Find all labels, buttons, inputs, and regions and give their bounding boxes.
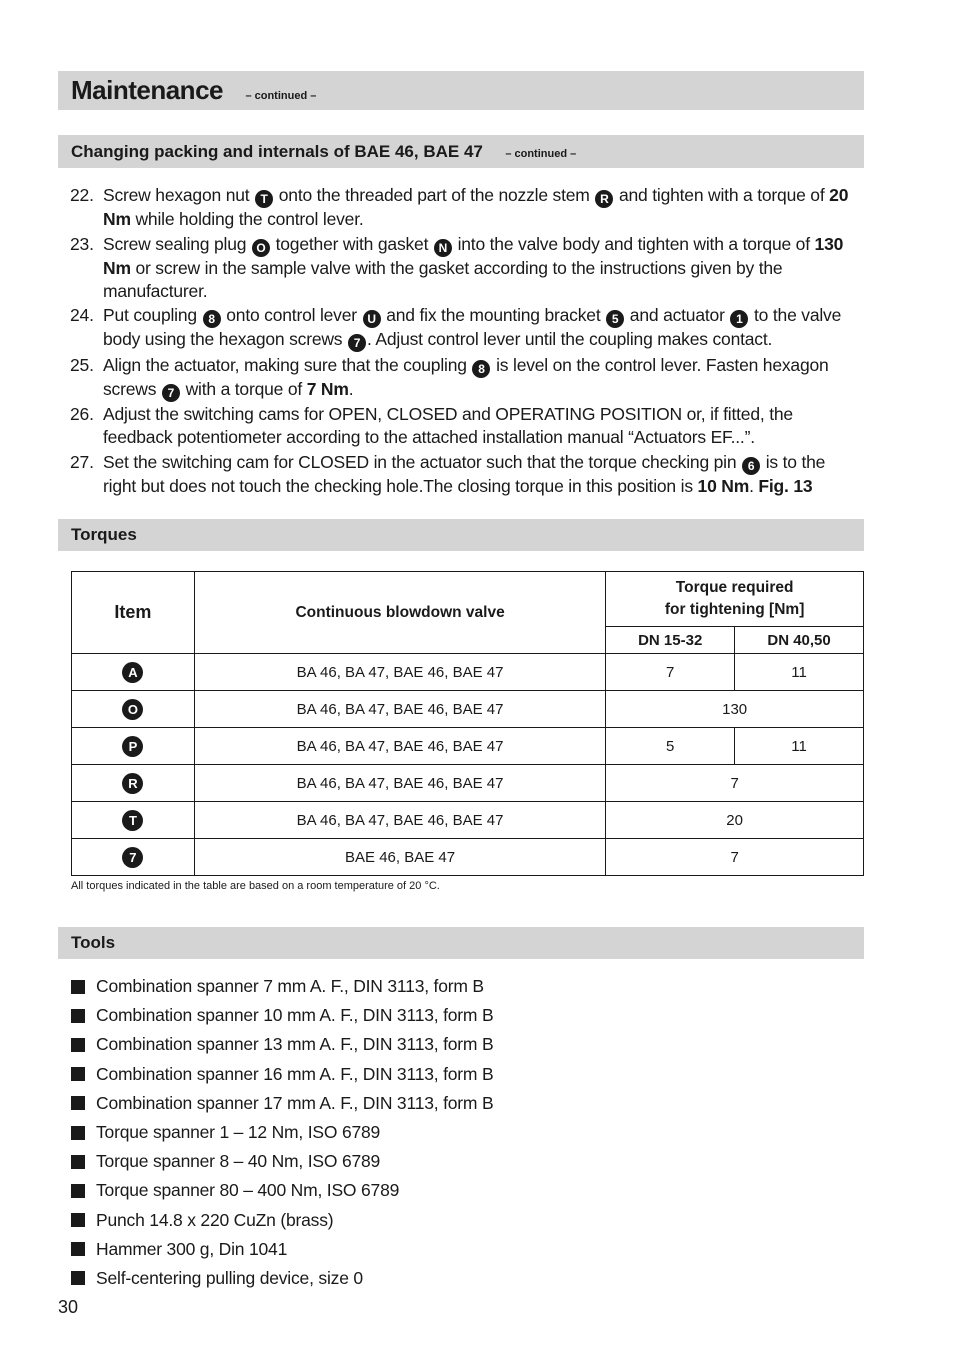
col-header-torque: [606, 572, 864, 627]
page-header-bar: [58, 71, 864, 110]
tool-item: [71, 1206, 493, 1235]
step-item: [70, 403, 860, 449]
tool-item: [71, 1264, 493, 1293]
square-bullet-icon: [71, 980, 85, 994]
valve-cell: BA 46, BA 47, BAE 46, BAE 47: [194, 728, 605, 765]
callout-r-icon: R: [122, 773, 143, 794]
tool-label: Torque spanner 80 – 400 Nm, ISO 6789: [96, 1180, 400, 1201]
tool-item: [71, 1030, 493, 1059]
callout-6-icon: 6: [742, 457, 760, 475]
step-text-run: onto control lever: [221, 305, 362, 325]
step-item: [70, 451, 860, 498]
tool-label: Punch 14.8 x 220 CuZn (brass): [96, 1209, 334, 1230]
square-bullet-icon: [71, 1184, 85, 1198]
tool-item: [71, 1060, 493, 1089]
item-cell: [72, 728, 195, 765]
step-text-run: . Adjust control lever until the coupling makes contact.: [367, 329, 773, 349]
callout-5-icon: 5: [606, 310, 624, 328]
step-text: [103, 451, 860, 498]
callout-p-icon: P: [122, 736, 143, 757]
section-title-tools: Tools: [71, 933, 116, 952]
table-row: [72, 654, 864, 691]
step-bold-value: 10 Nm: [697, 475, 750, 496]
page-title-continued: – continued –: [245, 90, 317, 102]
section-header-tools: [58, 927, 864, 959]
step-bold-value: 7 Nm: [306, 378, 349, 399]
torque-table-body: [72, 654, 864, 876]
step-text-run: and fix the mounting bracket: [381, 305, 606, 325]
torque-cell-dn1: 5: [606, 728, 735, 765]
step-number: 22.: [70, 185, 94, 205]
callout-7-icon: 7: [348, 334, 366, 352]
step-number: 26.: [70, 404, 94, 424]
step-text: [103, 354, 860, 402]
col-header-torque-line2: for tightening [Nm]: [664, 601, 805, 618]
tool-label: Self-centering pulling device, size 0: [96, 1267, 363, 1288]
callout-7-icon: 7: [122, 847, 143, 868]
col-header-dn2: DN 40,50: [735, 627, 864, 654]
callout-u-icon: U: [363, 310, 381, 328]
torque-cell-all: 7: [606, 839, 864, 876]
square-bullet-icon: [71, 1271, 85, 1285]
callout-t-icon: T: [122, 810, 143, 831]
step-item: [70, 354, 860, 402]
col-header-dn1: DN 15-32: [606, 627, 735, 654]
tool-item: [71, 1118, 493, 1147]
tool-label: Combination spanner 7 mm A. F., DIN 3113, form B: [96, 976, 484, 996]
section-header-packing: [58, 135, 864, 168]
step-text-run: together with gasket: [270, 233, 433, 254]
section-title-torques: Torques: [71, 525, 137, 544]
step-text-run: Screw sealing plug: [103, 233, 251, 254]
step-text-run: into the valve body and tighten with a torque of: [452, 233, 815, 254]
step-text: [103, 184, 860, 231]
tool-item: [71, 1176, 493, 1205]
col-header-torque-line1: Torque required: [675, 579, 794, 596]
item-cell: [72, 654, 195, 691]
step-number: 24.: [70, 305, 94, 325]
callout-8-icon: 8: [203, 310, 221, 328]
step-text-run: or screw in the sample valve with the gasket according to the instructions given by the manufacturer.: [103, 257, 783, 301]
square-bullet-icon: [71, 1009, 85, 1023]
tool-item: [71, 1001, 493, 1030]
step-text: [103, 233, 860, 303]
square-bullet-icon: [71, 1126, 85, 1140]
tool-label: Combination spanner 17 mm A. F., DIN 3113, form B: [96, 1092, 494, 1113]
tool-item: [71, 1235, 493, 1264]
callout-t-icon: T: [255, 190, 273, 208]
valve-cell: BAE 46, BAE 47: [194, 839, 605, 876]
step-number: 27.: [70, 451, 94, 472]
step-text-run: Screw hexagon nut: [103, 185, 255, 205]
square-bullet-icon: [71, 1096, 85, 1110]
step-item: [70, 233, 860, 303]
step-text-run: to the valve body using the hexagon screws: [103, 305, 842, 349]
section-header-torques: [58, 519, 864, 551]
step-text-run: is to the right but does not touch the checking hole.The closing torque in this position is: [103, 451, 826, 496]
step-text: [103, 403, 860, 449]
tool-label: Hammer 300 g, Din 1041: [96, 1238, 288, 1259]
valve-cell: BA 46, BA 47, BAE 46, BAE 47: [194, 691, 605, 728]
step-item: [70, 184, 860, 231]
torque-cell-all: 7: [606, 765, 864, 802]
item-cell: [72, 802, 195, 839]
torque-cell-dn2: 11: [735, 654, 864, 691]
item-cell: [72, 691, 195, 728]
page-number: 30: [58, 1297, 79, 1317]
page-title: Maintenance: [71, 75, 223, 105]
table-row: [72, 765, 864, 802]
tool-label: Torque spanner 1 – 12 Nm, ISO 6789: [96, 1121, 381, 1142]
step-text-run: while holding the control lever.: [130, 209, 364, 229]
item-cell: [72, 839, 195, 876]
step-bold-value: Fig. 13: [758, 475, 813, 496]
callout-r-icon: R: [595, 190, 613, 208]
torque-cell-dn1: 7: [606, 654, 735, 691]
step-text-run: Align the actuator, making sure that the coupling: [103, 354, 472, 375]
step-text-run: Adjust the switching cams for OPEN, CLOSED and OPERATING POSITION or, if fitted, the feedback potentiometer according to the attached installation manual “Actuators EF...”.: [103, 404, 793, 447]
square-bullet-icon: [71, 1038, 85, 1052]
step-item: [70, 304, 860, 352]
callout-1-icon: 1: [730, 310, 748, 328]
table-row: [72, 728, 864, 765]
steps-list: [70, 184, 860, 499]
callout-a-icon: A: [122, 662, 143, 683]
torque-footnote: All torques indicated in the table are based on a room temperature of 20 °C.: [71, 880, 440, 892]
callout-o-icon: O: [252, 239, 270, 257]
step-bold-value: 20 Nm: [103, 185, 849, 229]
item-cell: [72, 765, 195, 802]
step-text-run: and actuator: [625, 305, 730, 325]
step-number: 23.: [70, 233, 94, 254]
step-number: 25.: [70, 354, 94, 375]
section-title-packing: Changing packing and internals of BAE 46, BAE 47: [71, 142, 483, 161]
tool-item: [71, 1089, 493, 1118]
col-header-item: Item: [72, 572, 195, 654]
torque-cell-dn2: 11: [735, 728, 864, 765]
torque-cell-all: 20: [606, 802, 864, 839]
tools-list: [71, 972, 493, 1293]
step-bold-value: 130 Nm: [103, 233, 844, 278]
step-text-run: Put coupling: [103, 305, 202, 325]
section-packing-continued: – continued –: [505, 148, 577, 160]
tool-label: Combination spanner 16 mm A. F., DIN 3113, form B: [96, 1063, 494, 1084]
valve-cell: BA 46, BA 47, BAE 46, BAE 47: [194, 765, 605, 802]
tool-label: Combination spanner 13 mm A. F., DIN 3113, form B: [96, 1034, 494, 1055]
tool-label: Combination spanner 10 mm A. F., DIN 3113, form B: [96, 1005, 494, 1026]
callout-n-icon: N: [434, 239, 452, 257]
torque-cell-all: 130: [606, 691, 864, 728]
square-bullet-icon: [71, 1213, 85, 1227]
valve-cell: BA 46, BA 47, BAE 46, BAE 47: [194, 654, 605, 691]
tool-item: [71, 972, 493, 1001]
step-text-run: .: [749, 475, 759, 496]
valve-cell: BA 46, BA 47, BAE 46, BAE 47: [194, 802, 605, 839]
table-row: [72, 802, 864, 839]
step-text-run: with a torque of: [180, 378, 307, 399]
table-row: [72, 691, 864, 728]
col-header-valve: Continuous blowdown valve: [194, 572, 605, 654]
step-text-run: is level on the control lever. Fasten hexagon screws: [103, 354, 829, 399]
step-text-run: Set the switching cam for CLOSED in the actuator such that the torque checking pin: [103, 451, 742, 472]
square-bullet-icon: [71, 1067, 85, 1081]
square-bullet-icon: [71, 1242, 85, 1256]
table-row: [72, 839, 864, 876]
tool-label: Torque spanner 8 – 40 Nm, ISO 6789: [96, 1151, 381, 1172]
callout-7-icon: 7: [162, 384, 180, 402]
torque-table: [71, 571, 864, 876]
callout-8-icon: 8: [472, 360, 490, 378]
step-text-run: .: [348, 378, 354, 399]
step-text: [103, 304, 860, 352]
step-text-run: and tighten with a torque of: [614, 185, 830, 205]
step-text-run: onto the threaded part of the nozzle stem: [274, 185, 595, 205]
square-bullet-icon: [71, 1155, 85, 1169]
callout-o-icon: O: [122, 699, 143, 720]
tool-item: [71, 1147, 493, 1176]
